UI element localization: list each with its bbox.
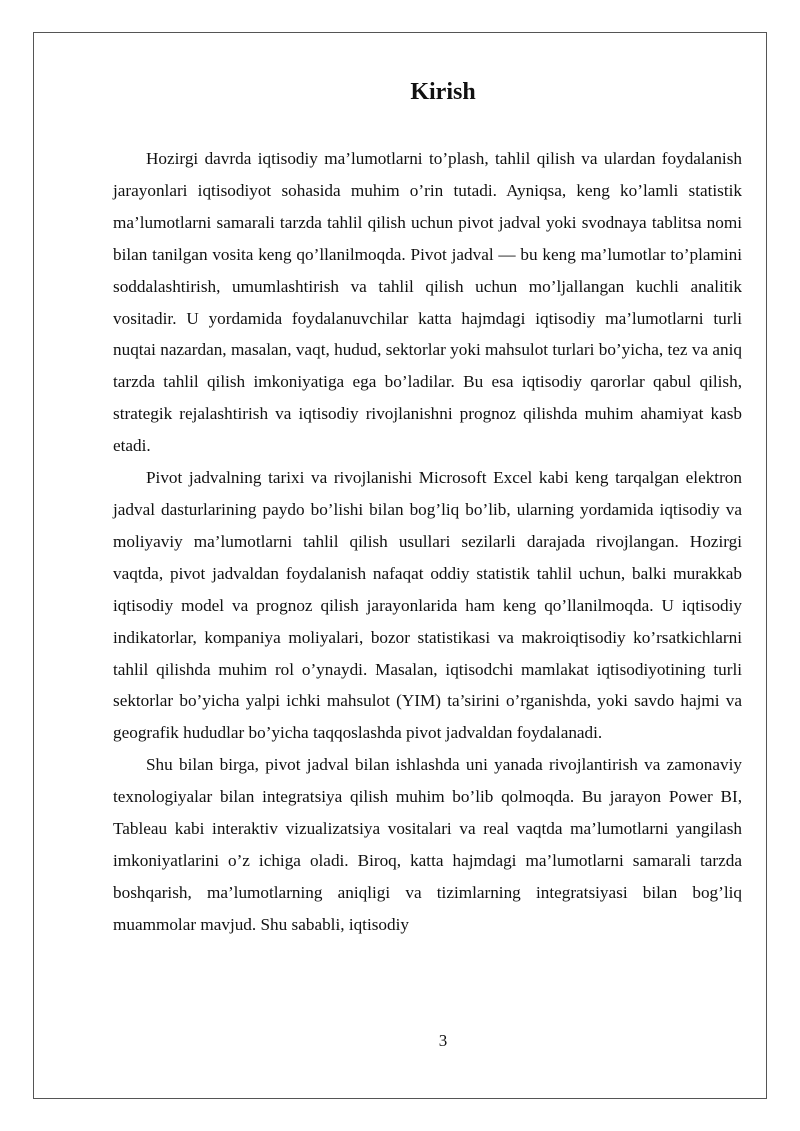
page-number: 3 — [438, 1031, 448, 1050]
paragraph-3: Shu bilan birga, pivot jadval bilan ishlashda uni yanada rivojlantirish va zamonaviy texnologiyalar bilan integratsiya qilish muhim bo’lib qolmoqda. Bu jarayon Power BI, Tableau kabi interaktiv vizualizatsiya vositalari va real vaqtda ma’lumotlarni yangilash imkoniyatlarini o’z ichiga oladi. Biroq, katta hajmdagi ma’lumotlarni samarali tarzda boshqarish, ma’lumotlarning aniqligi va tizimlarning integratsiyasi bilan bog’liq muammolar mavjud. Shu sababli, iqtisodiy — [113, 755, 742, 934]
document-body — [113, 143, 742, 941]
page-title: Kirish — [410, 79, 476, 105]
paragraph-1: Hozirgi davrda iqtisodiy ma’lumotlarni to’plash, tahlil qilish va ulardan foydalanish jarayonlari iqtisodiyot sohasida muhim o’rin tutadi. Ayniqsa, keng ko’lamli statistik ma’lumotlarni samarali tarzda tahlil qilish uchun pivot jadval yoki svodnaya tablitsa nomi bilan tanilgan vosita keng qo’llanilmoqda. Pivot jadval — bu keng ma’lumotlar to’plamini soddalashtirish, umumlashtirish va tahlil qilish uchun mo’ljallangan kuchli analitik vositadir. U yordamida foydalanuvchilar katta hajmdagi iqtisodiy ma’lumotlarni turli nuqtai nazardan, masalan, vaqt, hudud, sektorlar yoki mahsulot turlari bo’yicha, tez va aniq tarzda tahlil qilish imkoniyatiga ega bo’ladilar. Bu esa iqtisodiy qarorlar qabul qilish, strategik rejalashtirish va iqtisodiy rivojlanishni prognoz qilishda muhim ahamiyat kasb etadi. — [113, 149, 742, 456]
paragraph-2: Pivot jadvalning tarixi va rivojlanishi Microsoft Excel kabi keng tarqalgan elektron jadval dasturlarining paydo bo’lishi bilan bog’liq bo’lib, ularning yordamida iqtisodiy va moliyaviy ma’lumotlarni tahlil qilish usullari sezilarli darajada rivojlangan. Hozirgi vaqtda, pivot jadvaldan foydalanish nafaqat oddiy statistik tahlil uchun, balki murakkab iqtisodiy model va prognoz qilish jarayonlarida ham keng qo’llanilmoqda. U iqtisodiy indikatorlar, kompaniya moliyalari, bozor statistikasi va makroiqtisodiy ko’rsatkichlarni tahlil qilishda muhim rol o’ynaydi. Masalan, iqtisodchi mamlakat iqtisodiyotining turli sektorlar bo’yicha yalpi ichki mahsulot (YIM) ta’sirini o’rganishda, yoki savdo hajmi va geografik hududlar bo’yicha taqqoslashda pivot jadvaldan foydalanadi. — [113, 468, 742, 743]
